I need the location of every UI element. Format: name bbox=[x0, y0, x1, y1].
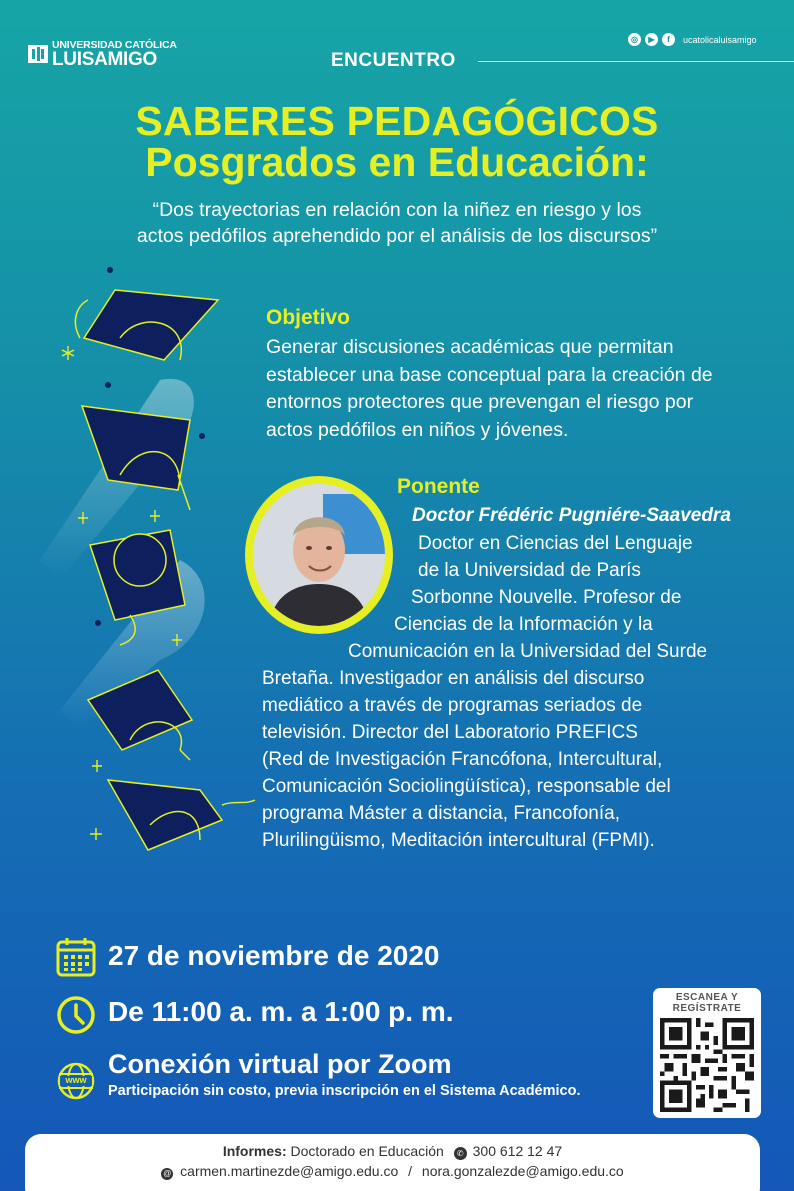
speaker-name: Doctor Frédéric Pugniére-Saavedra bbox=[412, 505, 731, 526]
talk-title-line2: actos pedófilos aprehendido por el análisis de los discursos” bbox=[136, 225, 658, 247]
objective-line: actos pedófilos en niños y jóvenes. bbox=[266, 418, 569, 441]
qr-label bbox=[653, 992, 761, 1014]
footer-contact-line bbox=[25, 1143, 760, 1160]
graduation-cap-icon bbox=[75, 290, 218, 360]
instagram-icon[interactable]: ◎ bbox=[628, 33, 641, 46]
main-title: SABERES PEDAGÓGICOS bbox=[135, 98, 659, 144]
phone-number[interactable]: 300 612 12 47 bbox=[472, 1143, 563, 1159]
speaker-bio-line: Comunicación Sociolingüística), responsable del bbox=[262, 776, 671, 797]
university-logo bbox=[28, 40, 177, 69]
speaker-bio-line: Sorbonne Nouvelle. Profesor de bbox=[411, 587, 682, 608]
speaker-bio-line: Doctor en Ciencias del Lenguaje bbox=[418, 533, 693, 554]
email-link-1[interactable]: carmen.martinezde@amigo.edu.co bbox=[180, 1163, 399, 1179]
qr-label-line2: REGÍSTRATE bbox=[672, 1003, 742, 1014]
footer-email-line bbox=[25, 1163, 760, 1180]
www-label: www bbox=[65, 1075, 87, 1085]
speaker-bio-line: (Red de Investigación Francófona, Intercultural, bbox=[262, 749, 663, 770]
social-links bbox=[628, 33, 757, 46]
header-divider bbox=[478, 61, 794, 62]
informes-label: Informes: bbox=[222, 1143, 287, 1159]
event-time: De 11:00 a. m. a 1:00 p. m. bbox=[108, 996, 454, 1027]
globe-icon bbox=[55, 1060, 97, 1102]
speaker-bio-line: programa Máster a distancia, Francofonía, bbox=[262, 803, 621, 824]
connection-note: Participación sin costo, previa inscripción en el Sistema Académico. bbox=[108, 1083, 581, 1099]
speaker-photo bbox=[253, 484, 385, 626]
speaker-bio-line: mediático a través de programas seriados de bbox=[262, 695, 643, 716]
logo-line1: UNIVERSIDAD CATÓLICA bbox=[52, 39, 177, 51]
email-icon: @ bbox=[163, 1169, 172, 1178]
program-name: Doctorado en Educación bbox=[290, 1143, 444, 1159]
email-separator: / bbox=[408, 1163, 413, 1179]
speaker-bio-line: Plurilingüismo, Meditación intercultural (FPMI). bbox=[262, 830, 655, 851]
calendar-icon bbox=[55, 936, 97, 978]
event-date: 27 de noviembre de 2020 bbox=[108, 940, 440, 971]
speaker-heading: Ponente bbox=[397, 475, 480, 498]
speaker-bio-line: Comunicación en la Universidad del Surde bbox=[348, 641, 708, 662]
facebook-icon[interactable]: f bbox=[662, 33, 675, 46]
speaker-bio-line: Bretaña. Investigador en análisis del discurso bbox=[262, 668, 645, 689]
graduation-caps-illustration bbox=[40, 260, 270, 860]
qr-label-line1: ESCANEA Y bbox=[675, 992, 739, 1003]
talk-title-line1: “Dos trayectorias en relación con la niñez en riesgo y los bbox=[152, 199, 642, 221]
whatsapp-icon: ✆ bbox=[454, 1147, 467, 1160]
email-link-2[interactable]: nora.gonzalezde@amigo.edu.co bbox=[421, 1163, 624, 1179]
objective-line: entornos protectores que prevengan el riesgo por bbox=[266, 391, 694, 413]
objective-heading: Objetivo bbox=[266, 306, 351, 329]
speaker-bio-line: Ciencias de la Información y la bbox=[394, 614, 653, 635]
objective-line: Generar discusiones académicas que permitan bbox=[266, 336, 674, 358]
logo-mark-icon bbox=[28, 41, 48, 69]
objective-line: establecer una base conceptual para la creación de bbox=[266, 363, 713, 386]
talk-title bbox=[60, 197, 734, 249]
graduation-cap-icon bbox=[108, 780, 255, 850]
speaker-bio-line: televisión. Director del Laboratorio PREFICS bbox=[262, 722, 638, 743]
registration-qr-code[interactable] bbox=[660, 1018, 754, 1112]
objective-text bbox=[266, 334, 756, 444]
main-subtitle-title: Posgrados en Educación: bbox=[145, 139, 649, 185]
event-label: ENCUENTRO bbox=[331, 50, 456, 71]
logo-line2: LUISAMIGO bbox=[52, 49, 157, 70]
clock-icon bbox=[55, 994, 97, 1036]
social-handle[interactable]: ucatolicaluisamigo bbox=[683, 34, 757, 45]
youtube-icon[interactable]: ▶ bbox=[645, 33, 658, 46]
connection-mode: Conexión virtual por Zoom bbox=[108, 1049, 452, 1079]
speaker-bio-line: de la Universidad de París bbox=[418, 560, 641, 581]
